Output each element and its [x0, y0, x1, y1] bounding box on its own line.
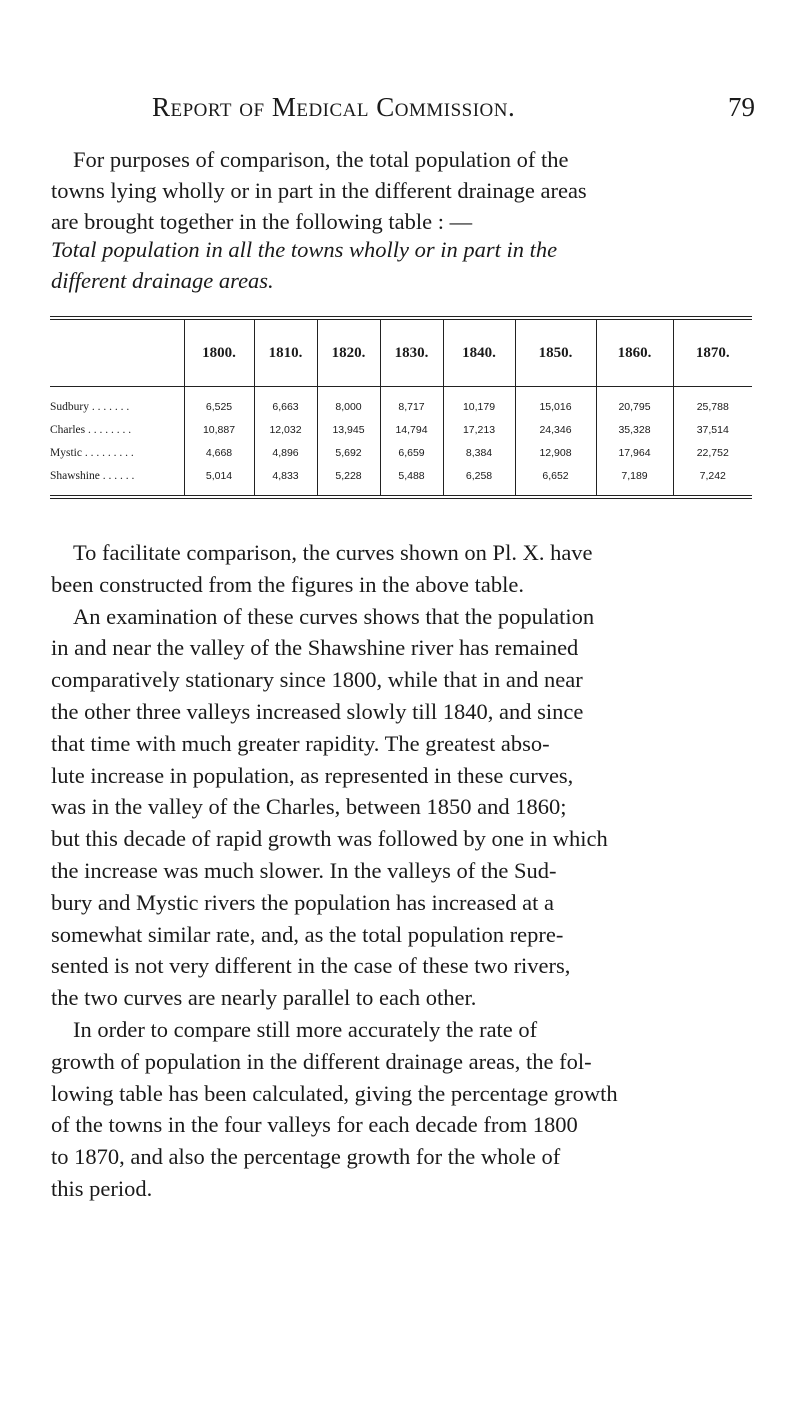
- table-cell: 7,242: [673, 464, 752, 495]
- table-cell: 13,945: [317, 418, 380, 441]
- table-cell: 7,189: [596, 464, 673, 495]
- text-line: To facilitate comparison, the curves shown on Pl. X. have: [73, 540, 593, 565]
- table-cell: 6,659: [380, 441, 443, 464]
- year-header: 1820.: [317, 320, 380, 387]
- paragraph-rate-of-growth: [51, 1014, 751, 1205]
- table-cell: 35,328: [596, 418, 673, 441]
- text-line: the increase was much slower. In the valleys of the Sud-: [51, 857, 557, 883]
- year-header: 1850.: [515, 320, 596, 387]
- table-cell: 6,258: [443, 464, 515, 495]
- table-cell: 5,014: [184, 464, 254, 495]
- running-title: Report of Medical Commission.: [152, 92, 516, 122]
- text-line: but this decade of rapid growth was followed by one in which: [51, 826, 608, 852]
- table-cell: 5,488: [380, 464, 443, 495]
- text-line: growth of population in the different drainage areas, the fol-: [51, 1048, 592, 1074]
- table-cell: 4,833: [254, 464, 317, 495]
- table-cell: 12,032: [254, 418, 317, 441]
- paragraph-examination: [51, 601, 751, 1014]
- text-line: the two curves are nearly parallel to each other.: [51, 985, 477, 1011]
- text-line: In order to compare still more accurately the rate of: [73, 1016, 538, 1042]
- intro-paragraph: [51, 144, 751, 237]
- text-line: comparatively stationary since 1800, while that in and near: [51, 667, 583, 693]
- text-line: An examination of these curves shows that the population: [73, 603, 595, 629]
- table-cell: 22,752: [673, 441, 752, 464]
- table-cell: 10,179: [443, 387, 515, 419]
- table-row-charles: [50, 418, 752, 441]
- year-header: 1840.: [443, 320, 515, 387]
- table-row-mystic: [50, 441, 752, 464]
- table-cell: 25,788: [673, 387, 752, 419]
- paragraph-comparison: [51, 537, 751, 601]
- town-name: Shawshine . . . . . .: [50, 469, 135, 482]
- table-cell: 17,213: [443, 418, 515, 441]
- table-cell: 14,794: [380, 418, 443, 441]
- table-cell: 4,896: [254, 441, 317, 464]
- text-line: lute increase in population, as represented in these curves,: [51, 762, 574, 788]
- year-header: 1810.: [254, 320, 317, 387]
- year-header: 1800.: [184, 320, 254, 387]
- running-head: [0, 92, 801, 126]
- table-cell: 10,887: [184, 418, 254, 441]
- text-line: of the towns in the four valleys for each decade from 1800: [51, 1112, 578, 1138]
- table-cell: 15,016: [515, 387, 596, 419]
- table-bottom-rule: [50, 495, 752, 499]
- table-cell: 8,384: [443, 441, 515, 464]
- table-cell: 8,717: [380, 387, 443, 419]
- text-line: to 1870, and also the percentage growth for the whole of: [51, 1144, 561, 1170]
- population-table-wrapper: [50, 316, 752, 499]
- text-line: this period.: [51, 1175, 153, 1201]
- table-cell: 6,652: [515, 464, 596, 495]
- caption-line: Total population in all the towns wholly or in part in the: [51, 237, 558, 262]
- table-cell: 12,908: [515, 441, 596, 464]
- table-cell: 20,795: [596, 387, 673, 419]
- year-header: 1860.: [596, 320, 673, 387]
- town-name: Charles . . . . . . . .: [50, 423, 132, 436]
- table-cell: 5,692: [317, 441, 380, 464]
- text-line: that time with much greater rapidity. The greatest abso-: [51, 730, 550, 756]
- year-header: 1870.: [673, 320, 752, 387]
- table-cell: 5,228: [317, 464, 380, 495]
- population-table: [50, 320, 752, 495]
- intro-line: are brought together in the following table : —: [51, 209, 473, 234]
- text-line: sented is not very different in the case of these two rivers,: [51, 953, 571, 979]
- year-header: 1830.: [380, 320, 443, 387]
- table-header-row: [50, 320, 752, 387]
- text-line: bury and Mystic rivers the population has increased at a: [51, 889, 554, 915]
- intro-line: towns lying wholly or in part in the different drainage areas: [51, 178, 587, 203]
- table-cell: 17,964: [596, 441, 673, 464]
- page-number: 79: [728, 92, 755, 122]
- table-cell: 8,000: [317, 387, 380, 419]
- table-caption: [51, 234, 751, 296]
- text-line: somewhat similar rate, and, as the total population repre-: [51, 921, 564, 947]
- table-cell: 4,668: [184, 441, 254, 464]
- text-line: in and near the valley of the Shawshine river has remained: [51, 635, 579, 661]
- header-cell-blank: [50, 320, 184, 387]
- text-line: the other three valleys increased slowly till 1840, and since: [51, 698, 584, 724]
- table-row-sudbury: [50, 387, 752, 419]
- text-line: lowing table has been calculated, giving the percentage growth: [51, 1080, 618, 1106]
- text-line: been constructed from the figures in the above table.: [51, 571, 524, 597]
- text-line: was in the valley of the Charles, between 1850 and 1860;: [51, 794, 567, 820]
- intro-line: For purposes of comparison, the total population of the: [73, 147, 569, 172]
- table-cell: 37,514: [673, 418, 752, 441]
- table-cell: 6,663: [254, 387, 317, 419]
- town-name: Sudbury . . . . . . .: [50, 400, 130, 413]
- table-cell: 6,525: [184, 387, 254, 419]
- caption-line: different drainage areas.: [51, 268, 274, 293]
- table-row-shawshine: [50, 464, 752, 495]
- body-text: [51, 537, 751, 1205]
- town-name: Mystic . . . . . . . . .: [50, 446, 134, 459]
- table-cell: 24,346: [515, 418, 596, 441]
